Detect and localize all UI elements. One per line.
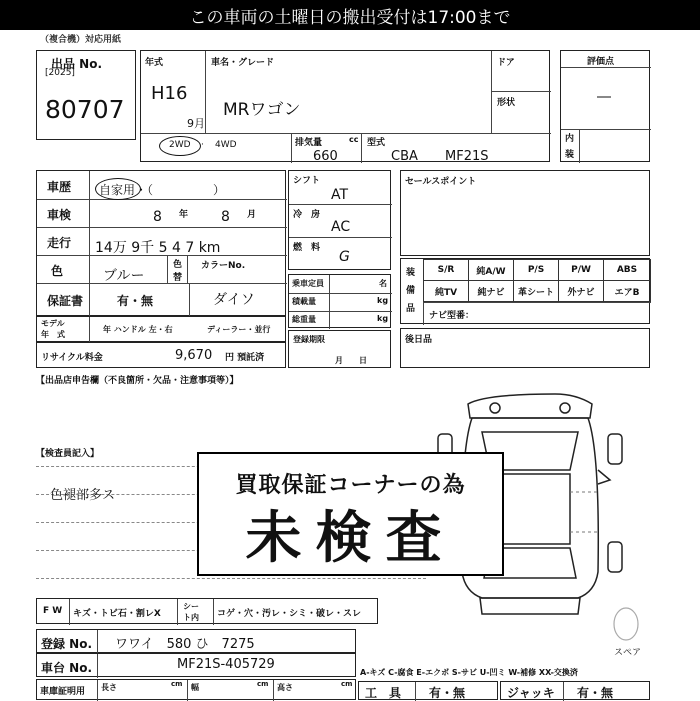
interior-label-2: 装 (565, 150, 575, 160)
car-name-value: MRワゴン (223, 100, 301, 120)
type-label: 型式 (367, 138, 386, 148)
history-box (36, 170, 286, 316)
fw-label: F W (43, 606, 63, 616)
car-name-label: 車名・グレード (211, 58, 275, 68)
equip-genuine-navi: 純ナビ (468, 280, 514, 302)
mileage-value: 14万 9千 5 4 7 km (95, 240, 221, 256)
width-cm-unit: cm (257, 680, 269, 688)
equip-power-window: P/W (558, 259, 604, 281)
recycle-label: リサイクル料金 (41, 353, 103, 363)
warranty-label: 保証書 (47, 294, 84, 308)
fuel-value: G (339, 249, 350, 265)
handle-label: 年 ハンドル 左・右 (103, 325, 173, 334)
lot-number: 80707 (45, 95, 125, 124)
mech-box (288, 170, 391, 270)
right-mirror (598, 470, 610, 484)
rating-label: 評価点 (587, 57, 615, 67)
registration-label: 登録 No. (41, 637, 93, 651)
model-year-label-1: モデル (41, 319, 65, 328)
reg-period-box (288, 330, 391, 368)
interior-label-1: 内 (565, 134, 575, 144)
door-label: ドア (497, 58, 515, 68)
recycle-row (36, 342, 286, 368)
model-year-label-2: 年 式 (41, 330, 65, 339)
rear-bumper-shape (480, 598, 580, 614)
fw-row (36, 598, 378, 624)
form-subtitle: （複合機）対応用紙 (40, 35, 122, 45)
year-unit: 年 (179, 210, 189, 220)
history-label: 車歴 (47, 180, 72, 194)
cc-unit: cc (349, 135, 359, 144)
jack-label: ジャッキ (507, 686, 555, 700)
type-prefix: CBA (391, 149, 418, 164)
inspection-year: 8 (153, 209, 162, 225)
equip-airbag: エアB (603, 280, 651, 302)
equip-sunroof: S/R (423, 259, 469, 281)
shape-label: 形状 (497, 98, 516, 108)
capacity-label: 乗車定員 (292, 279, 324, 288)
shift-label: シフト (293, 176, 321, 186)
reg-day-unit: 月 日 (335, 356, 367, 365)
displacement-value: 660 (313, 149, 338, 164)
damage-legend: A-キズ C-腐食 E-エクボ S-サビ U-凹ミ W-補修 XX-交換済 (360, 668, 578, 677)
stamp-main-text: 未検査 (245, 506, 456, 571)
model-year-row (36, 316, 286, 342)
vehicle-info-box: 年式 H16 9月 車名・グレード MRワゴン ドア 形状 2WD · 4WD 排気量 cc 660 型式 CBA MF21S (140, 50, 550, 162)
month-value: 9月 (187, 117, 205, 130)
dealer-label: ディーラー・並行 (207, 325, 271, 334)
type-value: MF21S (445, 149, 489, 164)
seat-label-2: ト内 (183, 613, 199, 622)
sales-point-box (400, 170, 650, 256)
right-headlight (560, 403, 570, 413)
lot-year-tag: [2025] (45, 68, 75, 78)
seller-notes-label: 【出品店申告欄（不良箇所・欠品・注意事項等）】 (36, 376, 239, 386)
equip-abs: ABS (603, 259, 651, 281)
color-change-label-2: 替 (173, 273, 183, 283)
rating-value: ― (597, 89, 611, 105)
width-label: 幅 (191, 683, 199, 692)
garage-cert-row (36, 679, 356, 700)
history-value: 自家用・（ ） (99, 183, 226, 197)
inspection-label: 車検 (47, 208, 72, 222)
chassis-row (36, 653, 356, 677)
year-value: H16 (151, 83, 188, 104)
chassis-label: 車台 No. (41, 661, 93, 675)
equip-power-steering: P/S (513, 259, 559, 281)
capacity-box (288, 274, 391, 328)
month-unit: 月 (247, 210, 257, 220)
tools-value: 有・無 (429, 686, 466, 700)
notes-label: 後日品 (405, 335, 433, 345)
color-label: 色 (51, 264, 64, 278)
drive-2wd: 2WD (169, 140, 191, 150)
inspector-label: 【検査員記入】 (36, 449, 100, 459)
height-cm-unit: cm (341, 680, 353, 688)
equipment-label-3: 品 (406, 304, 416, 314)
recycle-unit: 円 預託済 (225, 353, 265, 363)
lot-label: 出品 No. (51, 57, 103, 71)
color-value: ブルー (103, 268, 145, 284)
spare-label: スペア (614, 648, 642, 658)
weight-label: 総重量 (292, 315, 316, 324)
recycle-value: 9,670 (175, 348, 213, 363)
inspection-month: 8 (221, 209, 230, 225)
rear-right-wheel (608, 542, 622, 572)
load-label: 積載量 (292, 297, 316, 306)
equip-aftermarket-navi: 外ナビ (558, 280, 604, 302)
equipment-box (400, 258, 650, 324)
rating-box (560, 50, 650, 162)
load-unit: kg (377, 296, 389, 305)
tools-label: 工 具 (365, 686, 402, 700)
length-cm-unit: cm (171, 680, 183, 688)
registration-value: ワワイ 580 ひ 7275 (115, 637, 255, 652)
mileage-label: 走行 (47, 236, 72, 250)
fuel-label: 燃 料 (293, 243, 321, 253)
navi-model-label: ナビ型番： (429, 311, 475, 321)
inspector-note: 色褪部多ス (50, 488, 116, 503)
reg-period-label: 登録期限 (293, 335, 325, 344)
jack-value: 有・無 (577, 686, 614, 700)
sales-point-label: セールスポイント (405, 177, 477, 187)
left-headlight (490, 403, 500, 413)
equip-leather-seat: 革シート (513, 280, 559, 302)
garage-cert-label: 車庫証明用 (40, 687, 86, 697)
ac-value: AC (331, 219, 351, 235)
equipment-label-1: 装 (406, 268, 416, 278)
notes-box (400, 328, 650, 368)
tools-row (358, 681, 498, 700)
buyback-stamp (197, 452, 504, 576)
equip-genuine-tv: 純TV (423, 280, 469, 302)
weight-unit: kg (377, 314, 389, 323)
drive-4wd: 4WD (215, 140, 237, 150)
color-no-label: カラーNo. (201, 261, 246, 271)
front-bumper-shape (468, 394, 592, 418)
warranty-value: 有・無 (117, 294, 154, 308)
ac-label: 冷 房 (293, 210, 321, 220)
seat-label-1: シー (183, 602, 199, 611)
color-change-label-1: 色 (173, 260, 183, 270)
spare-tire-diagram (612, 606, 640, 642)
equip-genuine-aw: 純A/W (468, 259, 514, 281)
shift-value: AT (331, 187, 349, 203)
height-label: 高さ (277, 683, 293, 692)
year-label: 年式 (145, 58, 164, 68)
lot-box (36, 50, 136, 140)
front-right-wheel (608, 434, 622, 464)
length-label: 長さ (101, 683, 117, 692)
equipment-label-2: 備 (406, 286, 416, 296)
saturday-pickup-banner: この車両の土曜日の搬出受付は17:00まで (0, 0, 700, 30)
capacity-unit: 名 (379, 279, 387, 288)
jack-row (500, 681, 650, 700)
registration-row (36, 629, 356, 653)
fw-desc: キズ・トビ石・割レX (73, 609, 161, 619)
displacement-label: 排気量 (295, 138, 323, 148)
stamp-top-text: 買取保証コーナーの為 (235, 473, 466, 498)
seat-desc: コゲ・穴・汚レ・シミ・破レ・スレ (217, 609, 362, 619)
warranty-note: ダイソ (213, 292, 255, 308)
chassis-value: MF21S-405729 (177, 657, 275, 672)
